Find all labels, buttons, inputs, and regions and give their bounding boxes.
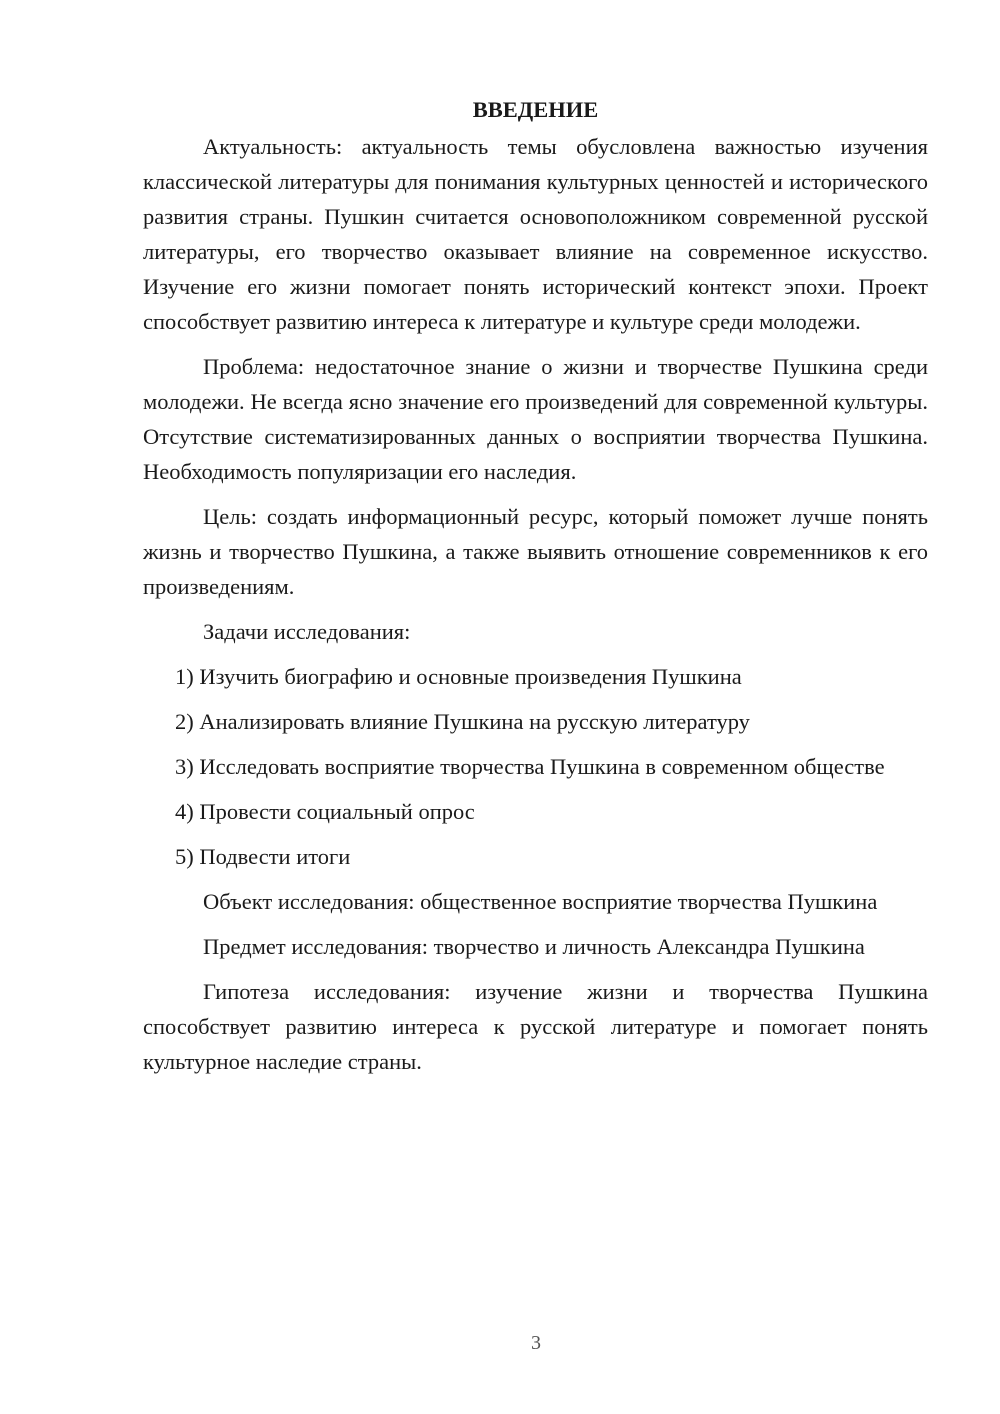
document-page <box>143 92 928 1089</box>
task-item-2: 2) Анализировать влияние Пушкина на русскую литературу <box>175 709 750 734</box>
task-item-4: 4) Провести социальный опрос <box>175 799 475 824</box>
relevance-paragraph: Актуальность: актуальность темы обусловлена важностью изучения классической литературы для понимания культурных ценностей и исторического развития страны. Пушкин считается основоположником современной русской литературы, его творчество оказывает влияние на современное искусство. Изучение его жизни помогает понять исторический контекст эпохи. Проект способствует развитию интереса к литературе и культуре среди молодежи. <box>143 134 928 334</box>
object-paragraph: Объект исследования: общественное восприятие творчества Пушкина <box>203 889 878 914</box>
task-item-5: 5) Подвести итоги <box>175 844 351 869</box>
task-item-1: 1) Изучить биографию и основные произведения Пушкина <box>175 664 742 689</box>
tasks-heading: Задачи исследования: <box>203 619 411 644</box>
task-item-3: 3) Исследовать восприятие творчества Пушкина в современном обществе <box>175 754 885 779</box>
section-heading: ВВЕДЕНИЕ <box>472 97 599 122</box>
goal-paragraph: Цель: создать информационный ресурс, который поможет лучше понять жизнь и творчество Пушкина, а также выявить отношение современников к его произведениям. <box>143 504 928 599</box>
page-number: 3 <box>531 1332 541 1354</box>
hypothesis-paragraph: Гипотеза исследования: изучение жизни и творчества Пушкина способствует развитию интереса к русской литературе и помогает понять культурное наследие страны. <box>143 979 928 1074</box>
subject-paragraph: Предмет исследования: творчество и личность Александра Пушкина <box>203 934 865 959</box>
problem-paragraph: Проблема: недостаточное знание о жизни и творчестве Пушкина среди молодежи. Не всегда ясно значение его произведений для современной культуры. Отсутствие систематизированных данных о восприятии творчества Пушкина. Необходимость популяризации его наследия. <box>143 354 928 484</box>
